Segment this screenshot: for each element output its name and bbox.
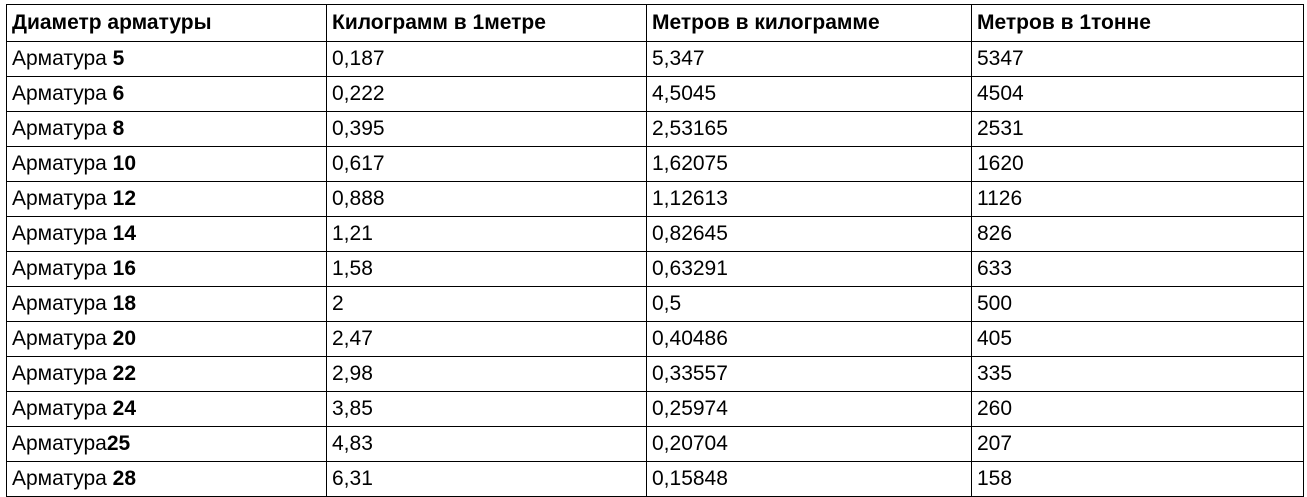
column-header-diameter: Диаметр арматуры xyxy=(7,5,327,42)
cell-diameter xyxy=(7,252,327,287)
cell-diameter xyxy=(7,357,327,392)
table-row xyxy=(7,322,1304,357)
table-row xyxy=(7,147,1304,182)
cell-kg-per-meter: 4,83 xyxy=(327,427,647,462)
cell-kg-per-meter: 0,888 xyxy=(327,182,647,217)
cell-kg-per-meter: 1,21 xyxy=(327,217,647,252)
cell-meters-per-ton: 633 xyxy=(972,252,1304,287)
rebar-label-text: Арматура xyxy=(12,187,113,210)
cell-meters-per-kg: 0,15848 xyxy=(647,462,972,497)
cell-kg-per-meter: 0,395 xyxy=(327,112,647,147)
cell-meters-per-ton: 335 xyxy=(972,357,1304,392)
cell-meters-per-ton: 500 xyxy=(972,287,1304,322)
table-row xyxy=(7,77,1304,112)
cell-diameter xyxy=(7,217,327,252)
rebar-label-number: 25 xyxy=(106,432,131,455)
rebar-label-text: Арматура xyxy=(12,397,113,420)
cell-kg-per-meter: 2,98 xyxy=(327,357,647,392)
table-row xyxy=(7,462,1304,497)
cell-meters-per-ton: 158 xyxy=(972,462,1304,497)
cell-kg-per-meter: 6,31 xyxy=(327,462,647,497)
column-header-kg-per-meter: Килограмм в 1метре xyxy=(327,5,647,42)
cell-kg-per-meter: 3,85 xyxy=(327,392,647,427)
rebar-label-number: 28 xyxy=(112,467,137,490)
rebar-label-text: Арматура xyxy=(12,222,113,245)
rebar-label-number: 8 xyxy=(112,117,125,140)
cell-meters-per-ton: 5347 xyxy=(972,42,1304,77)
rebar-label-text: Арматура xyxy=(12,117,113,140)
cell-kg-per-meter: 0,617 xyxy=(327,147,647,182)
cell-meters-per-kg: 0,20704 xyxy=(647,427,972,462)
table-row xyxy=(7,357,1304,392)
cell-meters-per-kg: 1,62075 xyxy=(647,147,972,182)
table-row xyxy=(7,287,1304,322)
cell-meters-per-ton: 2531 xyxy=(972,112,1304,147)
rebar-label-number: 6 xyxy=(112,82,125,105)
rebar-label-text: Арматура xyxy=(12,47,113,70)
cell-meters-per-kg: 0,25974 xyxy=(647,392,972,427)
cell-meters-per-ton: 207 xyxy=(972,427,1304,462)
rebar-label-text: Арматура xyxy=(12,292,113,315)
table-row xyxy=(7,112,1304,147)
cell-meters-per-ton: 826 xyxy=(972,217,1304,252)
cell-diameter xyxy=(7,462,327,497)
cell-meters-per-kg: 0,40486 xyxy=(647,322,972,357)
rebar-label-number: 18 xyxy=(112,292,137,315)
cell-diameter xyxy=(7,427,327,462)
rebar-label-number: 20 xyxy=(112,327,137,350)
column-header-meters-per-ton: Метров в 1тонне xyxy=(972,5,1304,42)
rebar-label-number: 5 xyxy=(112,47,125,70)
table-header-row xyxy=(7,5,1304,42)
cell-diameter xyxy=(7,322,327,357)
cell-meters-per-kg: 4,5045 xyxy=(647,77,972,112)
cell-meters-per-kg: 1,12613 xyxy=(647,182,972,217)
cell-kg-per-meter: 2,47 xyxy=(327,322,647,357)
cell-meters-per-ton: 405 xyxy=(972,322,1304,357)
table-row xyxy=(7,427,1304,462)
cell-kg-per-meter: 2 xyxy=(327,287,647,322)
rebar-label-text: Арматура xyxy=(12,467,113,490)
cell-meters-per-kg: 0,33557 xyxy=(647,357,972,392)
rebar-label-number: 10 xyxy=(112,152,137,175)
cell-meters-per-kg: 0,82645 xyxy=(647,217,972,252)
table-row xyxy=(7,392,1304,427)
rebar-label-text: Арматура xyxy=(12,82,113,105)
cell-meters-per-kg: 2,53165 xyxy=(647,112,972,147)
cell-kg-per-meter: 0,187 xyxy=(327,42,647,77)
cell-diameter xyxy=(7,42,327,77)
rebar-label-number: 14 xyxy=(112,222,137,245)
rebar-label-text: Арматура xyxy=(12,432,107,455)
cell-diameter xyxy=(7,287,327,322)
rebar-label-text: Арматура xyxy=(12,327,113,350)
table-row xyxy=(7,217,1304,252)
table-body xyxy=(7,42,1304,497)
column-header-meters-per-kg: Метров в килограмме xyxy=(647,5,972,42)
cell-meters-per-ton: 260 xyxy=(972,392,1304,427)
cell-diameter xyxy=(7,392,327,427)
cell-meters-per-ton: 1126 xyxy=(972,182,1304,217)
rebar-label-number: 22 xyxy=(112,362,137,385)
table-row xyxy=(7,252,1304,287)
cell-kg-per-meter: 0,222 xyxy=(327,77,647,112)
cell-meters-per-ton: 4504 xyxy=(972,77,1304,112)
rebar-label-number: 12 xyxy=(112,187,137,210)
cell-meters-per-kg: 5,347 xyxy=(647,42,972,77)
rebar-label-number: 24 xyxy=(112,397,137,420)
rebar-label-number: 16 xyxy=(112,257,137,280)
table-row xyxy=(7,182,1304,217)
cell-diameter xyxy=(7,147,327,182)
rebar-label-text: Арматура xyxy=(12,152,113,175)
cell-diameter xyxy=(7,77,327,112)
cell-diameter xyxy=(7,112,327,147)
cell-kg-per-meter: 1,58 xyxy=(327,252,647,287)
cell-meters-per-kg: 0,5 xyxy=(647,287,972,322)
cell-diameter xyxy=(7,182,327,217)
rebar-weight-table xyxy=(6,4,1304,497)
rebar-label-text: Арматура xyxy=(12,362,113,385)
table-row xyxy=(7,42,1304,77)
cell-meters-per-kg: 0,63291 xyxy=(647,252,972,287)
cell-meters-per-ton: 1620 xyxy=(972,147,1304,182)
rebar-label-text: Арматура xyxy=(12,257,113,280)
